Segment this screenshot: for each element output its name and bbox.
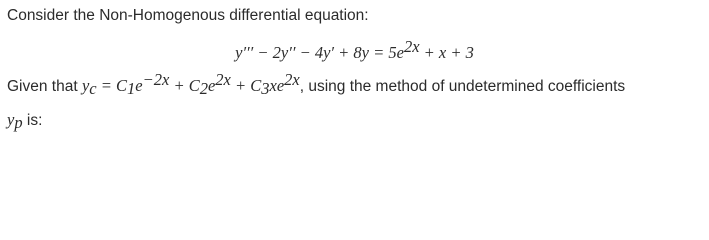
e1-exponent: −2x bbox=[142, 70, 170, 89]
yp-prompt bbox=[7, 110, 42, 131]
given-prefix: Given that bbox=[7, 78, 82, 95]
e2-base: e bbox=[207, 76, 216, 95]
e1-base: e bbox=[135, 76, 143, 95]
yc-variable: y bbox=[81, 76, 90, 95]
complementary-c3: + C bbox=[230, 76, 262, 95]
e2-exponent: 2x bbox=[215, 70, 231, 89]
yc-subscript: c bbox=[89, 79, 97, 98]
complementary-c1: = C bbox=[96, 76, 128, 95]
xe-exponent: 2x bbox=[284, 70, 300, 89]
equation-equals: = bbox=[368, 43, 389, 62]
given-statement bbox=[7, 70, 626, 98]
xe-base: xe bbox=[269, 76, 285, 95]
equation-rhs-exponent: 2x bbox=[403, 37, 420, 56]
complementary-c2: + C bbox=[169, 76, 200, 95]
equation-rhs-tail: + x + 3 bbox=[419, 43, 474, 62]
yp-subscript: p bbox=[14, 113, 23, 132]
differential-equation bbox=[0, 37, 709, 63]
equation-rhs-coefficient: 5e bbox=[388, 43, 404, 62]
intro-text: Consider the Non-Homogenous differential equation: bbox=[7, 7, 369, 24]
c3-subscript: 3 bbox=[261, 79, 270, 98]
given-suffix: , using the method of undetermined coefficients bbox=[299, 78, 626, 95]
c1-subscript: 1 bbox=[127, 79, 136, 98]
yp-variable: y bbox=[7, 110, 15, 129]
yp-suffix: is: bbox=[22, 112, 43, 129]
c2-subscript: 2 bbox=[199, 79, 208, 98]
equation-lhs: y′′′ − 2y′′ − 4y′ + 8y bbox=[235, 43, 369, 62]
